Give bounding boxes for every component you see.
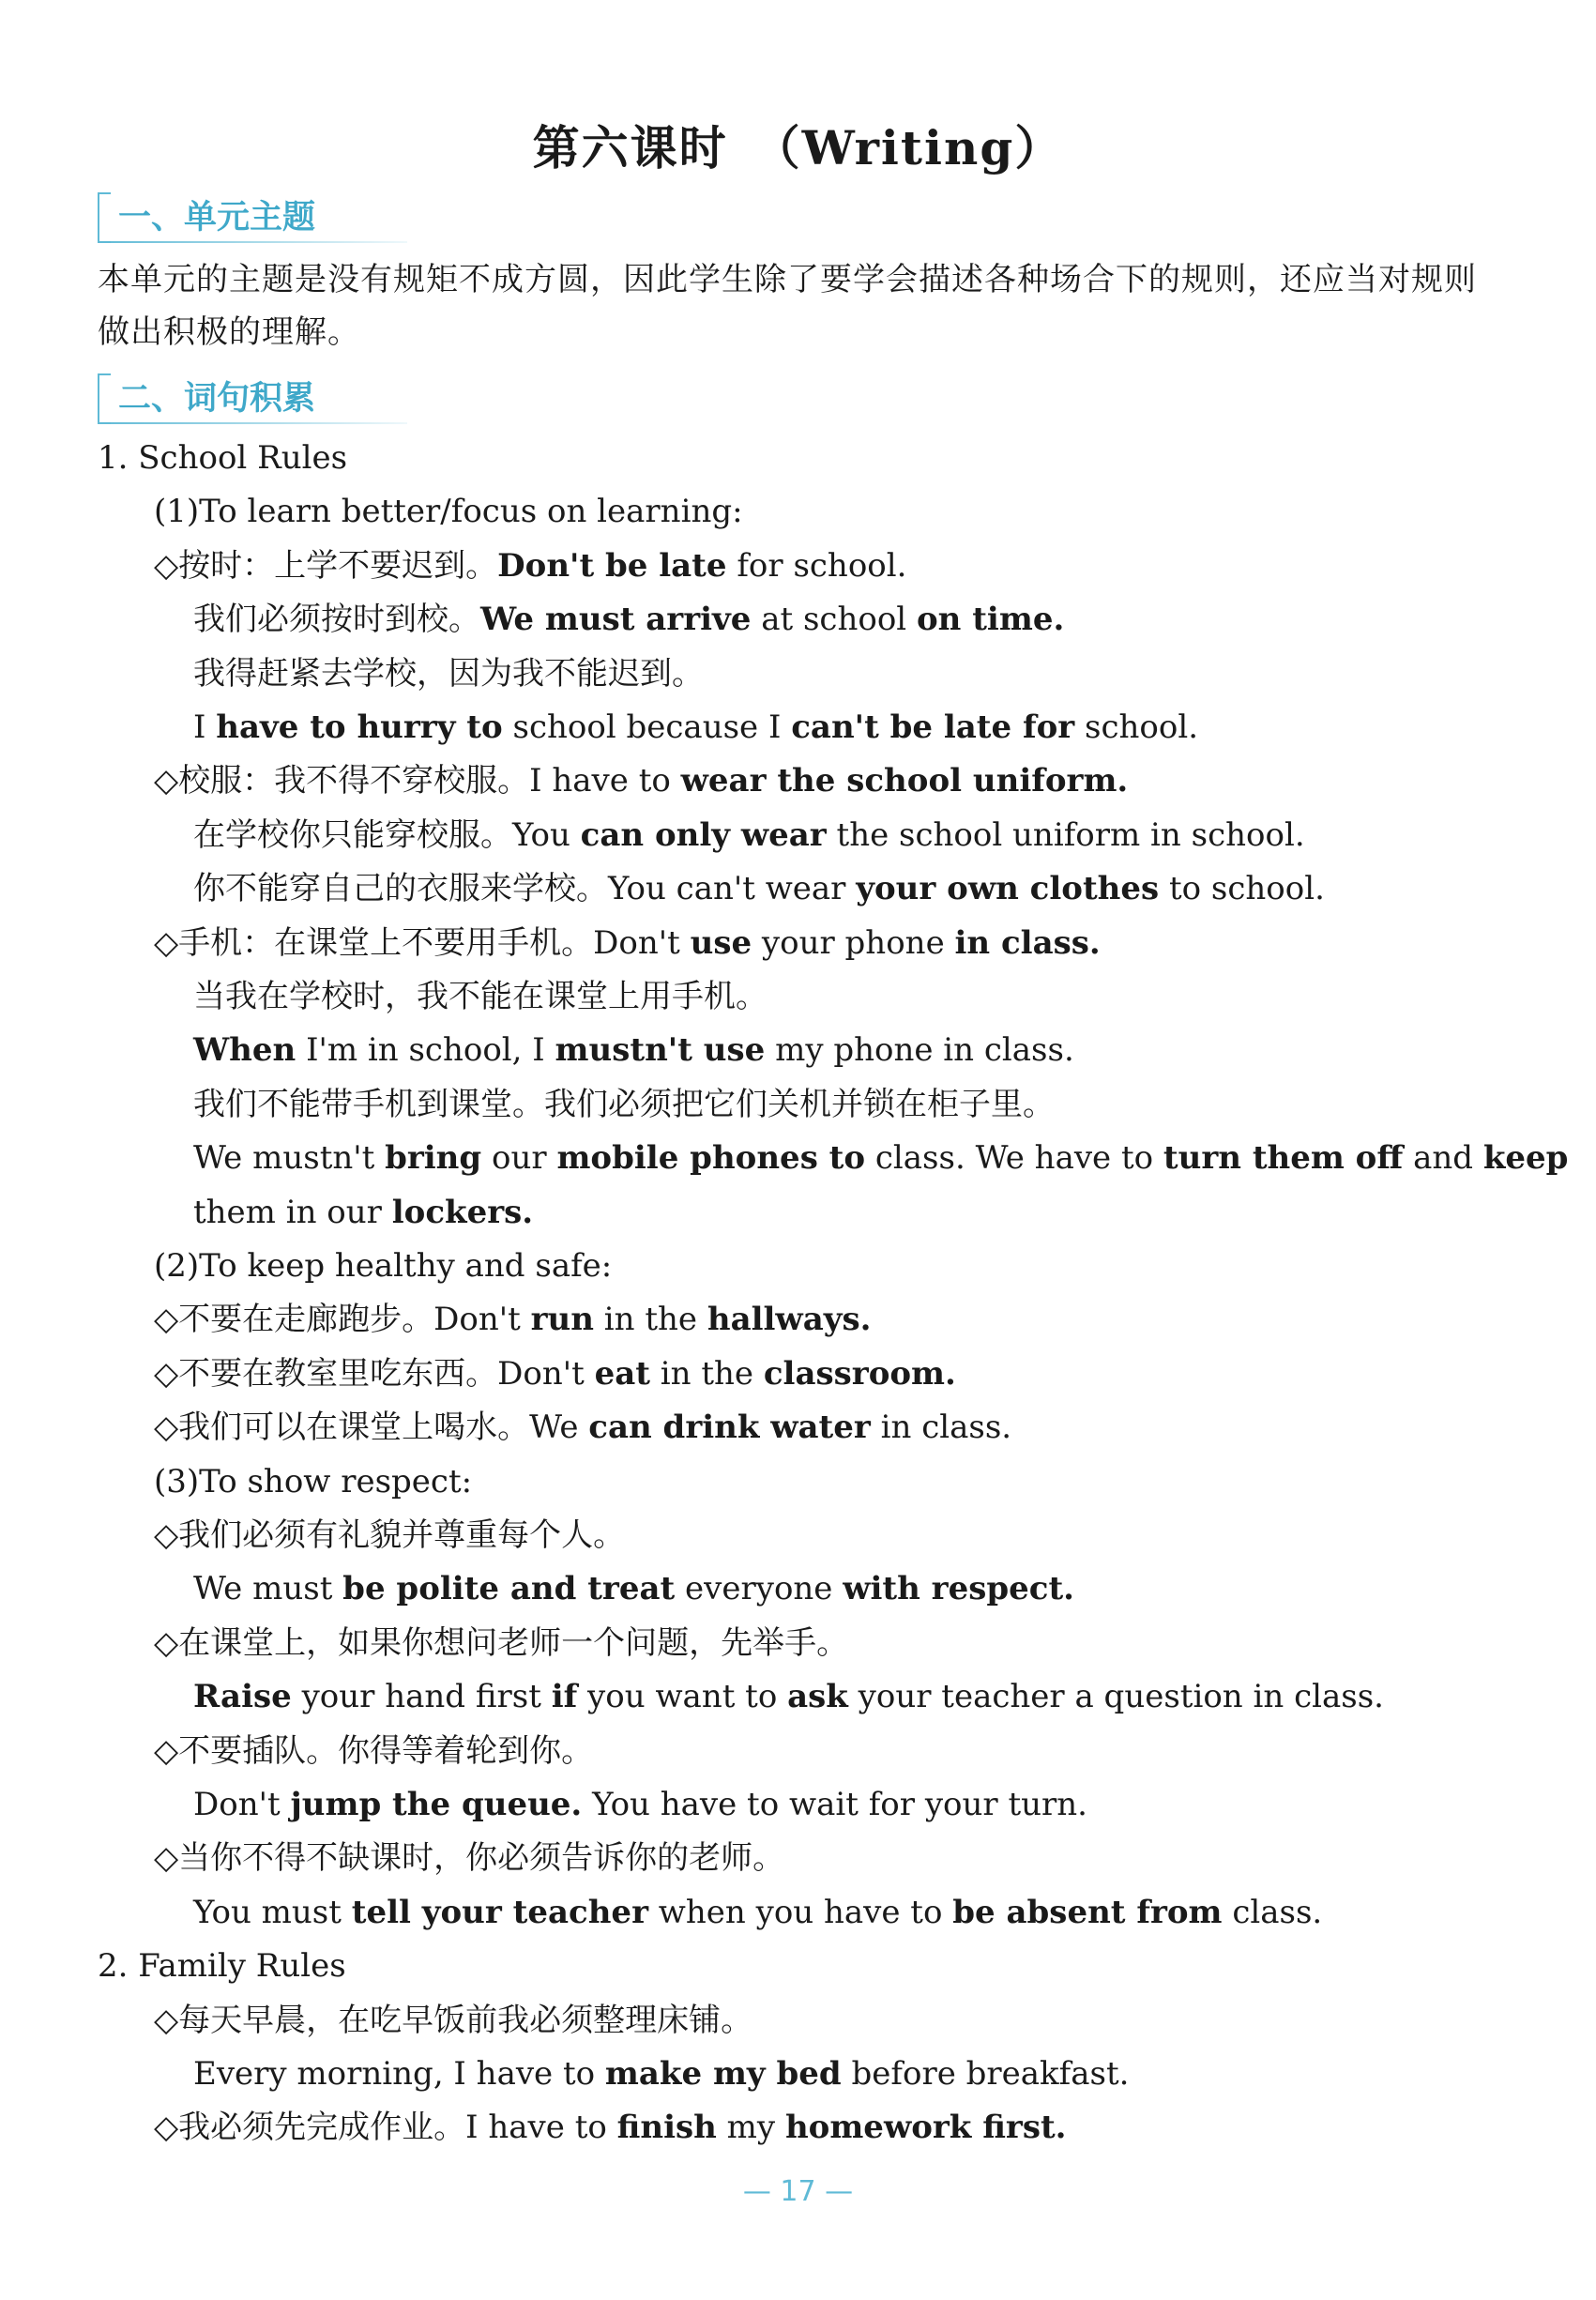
text-line (193, 1028, 1074, 1072)
text-segment: before breakfast. (841, 2055, 1130, 2093)
text-segment: everyone (675, 1570, 844, 1607)
text-line (193, 2052, 1129, 2095)
text-line (193, 1136, 1568, 1180)
text-line (193, 598, 1064, 641)
text-segment: Every morning, I have to (193, 2055, 605, 2093)
text-line (154, 1999, 752, 2042)
text-segment: Don't (193, 1786, 291, 1823)
bold-phrase: turn them off (1163, 1139, 1404, 1177)
text-segment: You have to wait for your turn. (582, 1786, 1087, 1823)
text-segment: 你不能穿自己的衣服来学校。You can't wear (193, 870, 857, 907)
bold-phrase: your own clothes (856, 870, 1160, 907)
text-segment: 在学校你只能穿校服。You (193, 816, 581, 854)
text-line (193, 1191, 533, 1234)
text-segment: We mustn't (193, 1139, 386, 1177)
text-segment: class. We have to (865, 1139, 1163, 1177)
bold-phrase: keep (1482, 1139, 1569, 1177)
bold-phrase: jump the queue. (290, 1786, 583, 1823)
text-segment: ◇校服：我不得不穿校服。I have to (154, 762, 681, 800)
bold-phrase: wear the school uniform. (680, 762, 1129, 800)
text-line (154, 490, 743, 533)
bold-phrase: tell your teacher (351, 1894, 648, 1931)
section-heading-vocabulary-label: 二、词句积累 (118, 380, 316, 418)
text-segment: ◇我必须先完成作业。I have to (154, 2109, 617, 2146)
text-segment: your hand first (291, 1678, 552, 1715)
text-line (98, 1944, 346, 1988)
bold-phrase: use (690, 924, 752, 962)
section-heading-theme (98, 192, 407, 243)
bold-phrase: bring (385, 1139, 482, 1177)
text-line (154, 1729, 593, 1773)
text-line (193, 706, 1198, 749)
text-segment: 当我在学校时，我不能在课堂上用手机。 (193, 978, 768, 1015)
text-segment: ◇手机：在课堂上不要用手机。Don't (154, 924, 691, 962)
text-segment: 我得赶紧去学校，因为我不能迟到。 (193, 655, 704, 693)
text-segment: ◇我们可以在课堂上喝水。We (154, 1409, 589, 1446)
intro-paragraph: 本单元的主题是没有规矩不成方圆，因此学生除了要学会描述各种场合下的规则，还应当对规则做出积极的理解。 (98, 261, 1477, 351)
bold-phrase: eat (594, 1355, 650, 1393)
bold-phrase: lockers. (391, 1194, 534, 1231)
text-segment: ◇每天早晨，在吃早饭前我必须整理床铺。 (154, 2002, 753, 2039)
bold-phrase: run (530, 1301, 594, 1338)
bold-phrase: make my bed (604, 2055, 842, 2093)
section-heading-theme-label: 一、单元主题 (118, 199, 316, 236)
text-segment: You must (193, 1894, 352, 1931)
text-line (154, 1352, 956, 1395)
text-segment: 我们必须按时到校。 (193, 601, 480, 638)
bold-phrase: can drink water (588, 1409, 871, 1446)
bold-phrase: on time. (916, 601, 1065, 638)
bold-phrase: mobile phones to (556, 1139, 866, 1177)
text-segment: the school uniform in school. (826, 816, 1305, 854)
text-line (154, 1460, 472, 1503)
bold-phrase: with respect. (843, 1570, 1075, 1607)
text-segment: class. (1222, 1894, 1323, 1931)
text-line (193, 1891, 1322, 1934)
text-segment: your phone (752, 924, 955, 962)
text-segment: in the (649, 1355, 764, 1393)
text-segment: ◇不要在教室里吃东西。Don't (154, 1355, 595, 1393)
text-segment: ◇我们必须有礼貌并尊重每个人。 (154, 1516, 626, 1554)
text-line (154, 1244, 612, 1287)
section-heading-vocabulary (98, 373, 407, 424)
text-line (193, 975, 768, 1018)
text-segment: school because I (502, 708, 792, 746)
bold-phrase: can't be late for (791, 708, 1075, 746)
text-segment: 2. Family Rules (98, 1947, 346, 1985)
text-segment: We must (193, 1570, 343, 1607)
text-segment: at school (751, 601, 917, 638)
text-line (193, 1083, 1055, 1126)
bold-phrase: mustn't use (555, 1031, 766, 1069)
text-segment: 我们不能带手机到课堂。我们必须把它们关机并锁在柜子里。 (193, 1086, 1055, 1123)
bold-phrase: Don't be late (497, 547, 727, 585)
text-line (154, 1406, 1011, 1449)
text-segment: in class. (870, 1409, 1012, 1446)
text-segment: school. (1074, 708, 1199, 746)
text-segment: (1)To learn better/focus on learning: (154, 493, 743, 530)
text-segment: I (193, 708, 217, 746)
bold-phrase: hallways. (707, 1301, 872, 1338)
text-segment: you want to (577, 1678, 788, 1715)
text-line (193, 1567, 1074, 1610)
text-segment: I'm in school, I (296, 1031, 555, 1069)
bold-phrase: Raise (193, 1678, 292, 1715)
bold-phrase: classroom. (763, 1355, 956, 1393)
page-number: — 17 — (742, 2175, 854, 2208)
bold-phrase: ask (787, 1678, 848, 1715)
bold-phrase: When (193, 1031, 296, 1069)
text-segment: ◇在课堂上，如果你想问老师一个问题，先举手。 (154, 1624, 849, 1662)
text-line (154, 1298, 871, 1341)
text-segment: my (716, 2109, 785, 2146)
bold-phrase: in class. (954, 924, 1101, 962)
text-line (193, 867, 1325, 910)
bold-phrase: be absent from (952, 1894, 1223, 1931)
text-segment: (2)To keep healthy and safe: (154, 1247, 613, 1285)
text-segment: ◇按时：上学不要迟到。 (154, 547, 498, 585)
text-segment: in the (593, 1301, 707, 1338)
text-segment: ◇当你不得不缺课时，你必须告诉你的老师。 (154, 1839, 785, 1877)
text-segment: and (1403, 1139, 1483, 1177)
text-segment: your teacher a question in class. (847, 1678, 1384, 1715)
text-line (193, 1675, 1384, 1718)
text-line (193, 814, 1305, 857)
bold-phrase: can only wear (580, 816, 827, 854)
page-title: 第六课时 （Writing） (532, 120, 1064, 175)
text-segment: to school. (1159, 870, 1325, 907)
text-line (154, 1836, 784, 1880)
text-line (154, 759, 1128, 802)
text-segment: our (481, 1139, 557, 1177)
text-segment: when you have to (647, 1894, 953, 1931)
text-line (154, 2106, 1067, 2149)
text-segment: 1. School Rules (98, 439, 348, 477)
bold-phrase: homework first. (784, 2109, 1067, 2146)
text-line (154, 1622, 848, 1665)
text-line (193, 1783, 1087, 1826)
text-segment: for school. (726, 547, 907, 585)
bold-phrase: have to hurry to (216, 708, 503, 746)
text-line (154, 544, 906, 587)
bold-phrase: be polite and treat (342, 1570, 676, 1607)
bold-phrase: We must arrive (480, 601, 752, 638)
bold-phrase: if (551, 1678, 578, 1715)
text-line (193, 652, 704, 695)
text-line (154, 1514, 625, 1557)
text-line (98, 436, 347, 480)
text-segment: ◇不要在走廊跑步。Don't (154, 1301, 531, 1338)
text-segment: ◇不要插队。你得等着轮到你。 (154, 1732, 594, 1770)
text-segment: (3)To show respect: (154, 1463, 473, 1500)
text-segment: my phone in class. (765, 1031, 1074, 1069)
text-segment: them in our (193, 1194, 392, 1231)
text-line (154, 922, 1101, 965)
bold-phrase: finish (616, 2109, 717, 2146)
